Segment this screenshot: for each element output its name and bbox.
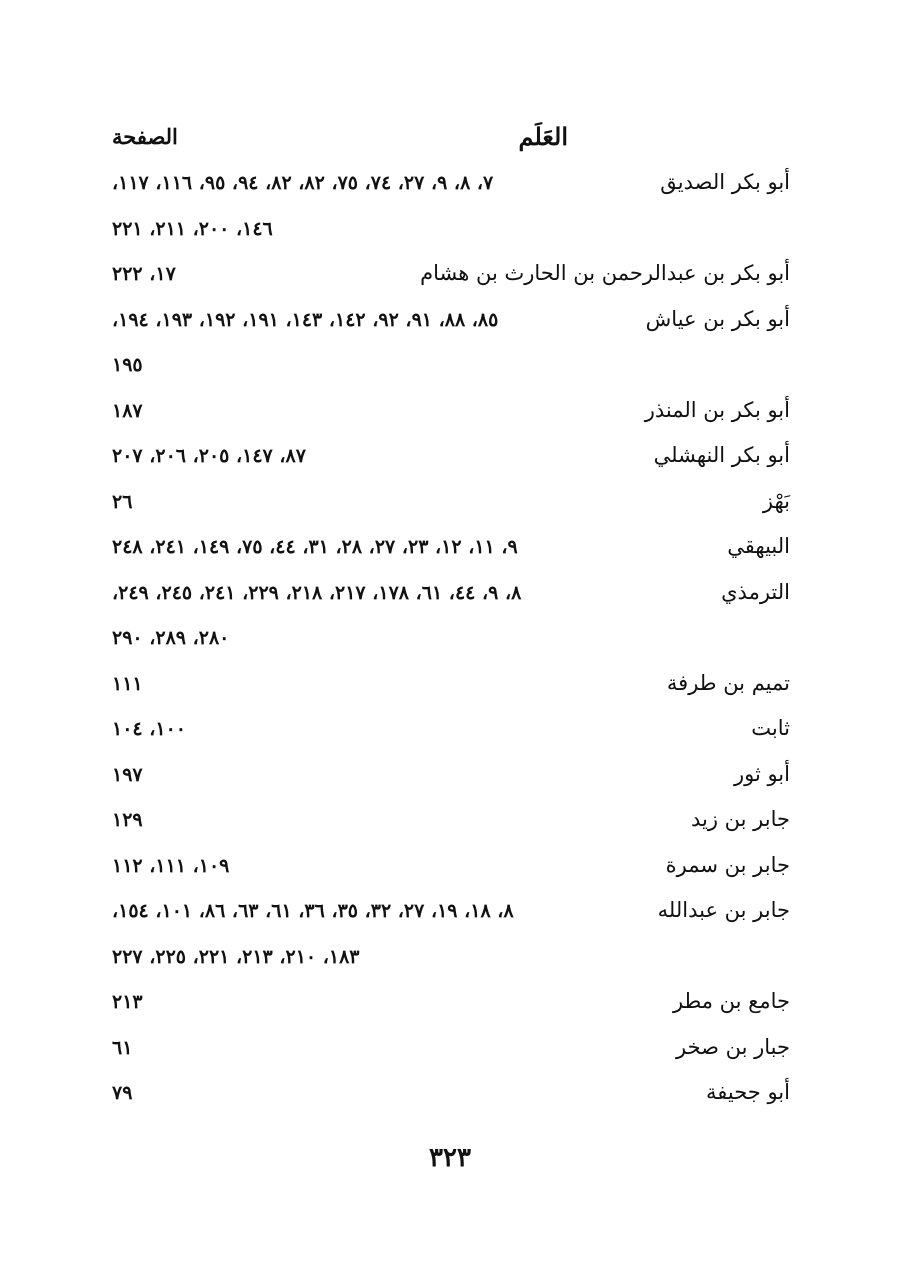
entry-name: البيهقي <box>727 534 790 558</box>
entry-pages: ١٩٧ <box>112 763 143 786</box>
entry-name: جابر بن عبدالله <box>657 898 790 922</box>
entry-name: جابر بن زيد <box>690 807 790 831</box>
entry-pages: ٧٩ <box>112 1082 133 1104</box>
index-entry <box>112 1074 790 1120</box>
entry-name: ثابت <box>751 716 790 740</box>
entry-pages: ٨، ٩، ٤٤، ٦١، ١٧٨، ٢١٧، ٢١٨، ٢٢٩، ٢٤١، ٢٤٥، ٢٤٩، <box>112 581 522 604</box>
entry-pages: ١١١ <box>112 672 143 695</box>
entry-name: أبو ثور <box>733 761 790 786</box>
entry-name: أبو بكر الصديق <box>660 170 790 194</box>
index-entry <box>112 756 790 802</box>
entry-name: أبو بكر بن عبدالرحمن بن الحارث بن هشام <box>420 261 790 285</box>
entry-pages: ٢١٣ <box>112 991 143 1013</box>
index-entry <box>112 528 790 574</box>
entry-name: جامع بن مطر <box>672 989 790 1013</box>
index-entry <box>112 255 790 301</box>
entry-pages: ٨، ١٨، ١٩، ٢٧، ٣٢، ٣٥، ٣٦، ٦١، ٦٣، ٨٦، ١٠١، ١٥٤، <box>112 900 514 922</box>
index-entry <box>112 483 790 529</box>
entry-pages-continued: ٢٨٠، ٢٨٩، ٢٩٠ <box>112 627 230 649</box>
entry-name: أبو بكر بن المنذر <box>644 397 790 422</box>
entry-pages: ٦١ <box>112 1036 133 1059</box>
index-entry <box>112 301 790 392</box>
entry-pages: ٨٧، ١٤٧، ٢٠٥، ٢٠٦، ٢٠٧ <box>112 445 306 467</box>
entry-pages: ١٠٩، ١١١، ١١٢ <box>112 854 230 877</box>
entry-name: الترمذي <box>721 579 790 604</box>
index-entry <box>112 164 790 255</box>
entry-pages: ٨٥، ٨٨، ٩١، ٩٢، ١٤٢، ١٤٣، ١٩١، ١٩٢، ١٩٣، ١٩٤، <box>112 308 499 331</box>
name-column-heading: العَلَم <box>518 122 568 151</box>
entry-pages: ٩، ١١، ١٢، ٢٣، ٢٧، ٢٨، ٣١، ٤٤، ٧٥، ١٤٩، ٢٤١، ٢٤٨ <box>112 536 518 558</box>
entry-name: أبو بكر النهشلي <box>653 443 790 467</box>
index-entry <box>112 1029 790 1075</box>
index-entry <box>112 710 790 756</box>
entry-name: جابر بن سمرة <box>665 852 790 877</box>
index-entry <box>112 892 790 983</box>
index-entry <box>112 847 790 893</box>
index-header <box>112 122 790 158</box>
index-list <box>112 164 790 1120</box>
entry-pages-continued: ١٨٣، ٢١٠، ٢١٣، ٢٢١، ٢٢٥، ٢٢٧ <box>112 945 360 968</box>
entry-pages: ٢٦ <box>112 490 133 513</box>
entry-pages-continued: ١٩٥ <box>112 354 143 376</box>
entry-name: أبو بكر بن عياش <box>645 306 790 331</box>
index-entry <box>112 983 790 1029</box>
entry-pages: ١٢٩ <box>112 809 143 831</box>
entry-pages: ٧، ٨، ٩، ٢٧، ٧٤، ٧٥، ٨٢، ٨٢، ٩٤، ٩٥، ١١٦، ١١٧، <box>112 172 494 194</box>
index-entry <box>112 392 790 438</box>
entry-name: تميم بن طرفة <box>666 670 790 695</box>
index-entry <box>112 574 790 665</box>
entry-pages: ١٠٠، ١٠٤ <box>112 718 186 740</box>
index-entry <box>112 801 790 847</box>
entry-pages-continued: ١٤٦، ٢٠٠، ٢١١، ٢٢١ <box>112 217 273 240</box>
index-entry <box>112 437 790 483</box>
entry-pages: ١٨٧ <box>112 399 143 422</box>
index-entry <box>112 665 790 711</box>
entry-name: جبار بن صخر <box>675 1034 790 1059</box>
entry-name: بَهْز <box>762 488 790 513</box>
entry-name: أبو جحيفة <box>706 1080 790 1104</box>
entry-pages: ١٧، ٢٢٢ <box>112 263 176 285</box>
page-number: ٣٢٣ <box>429 1143 471 1173</box>
page-column-heading: الصفحة <box>112 124 178 149</box>
